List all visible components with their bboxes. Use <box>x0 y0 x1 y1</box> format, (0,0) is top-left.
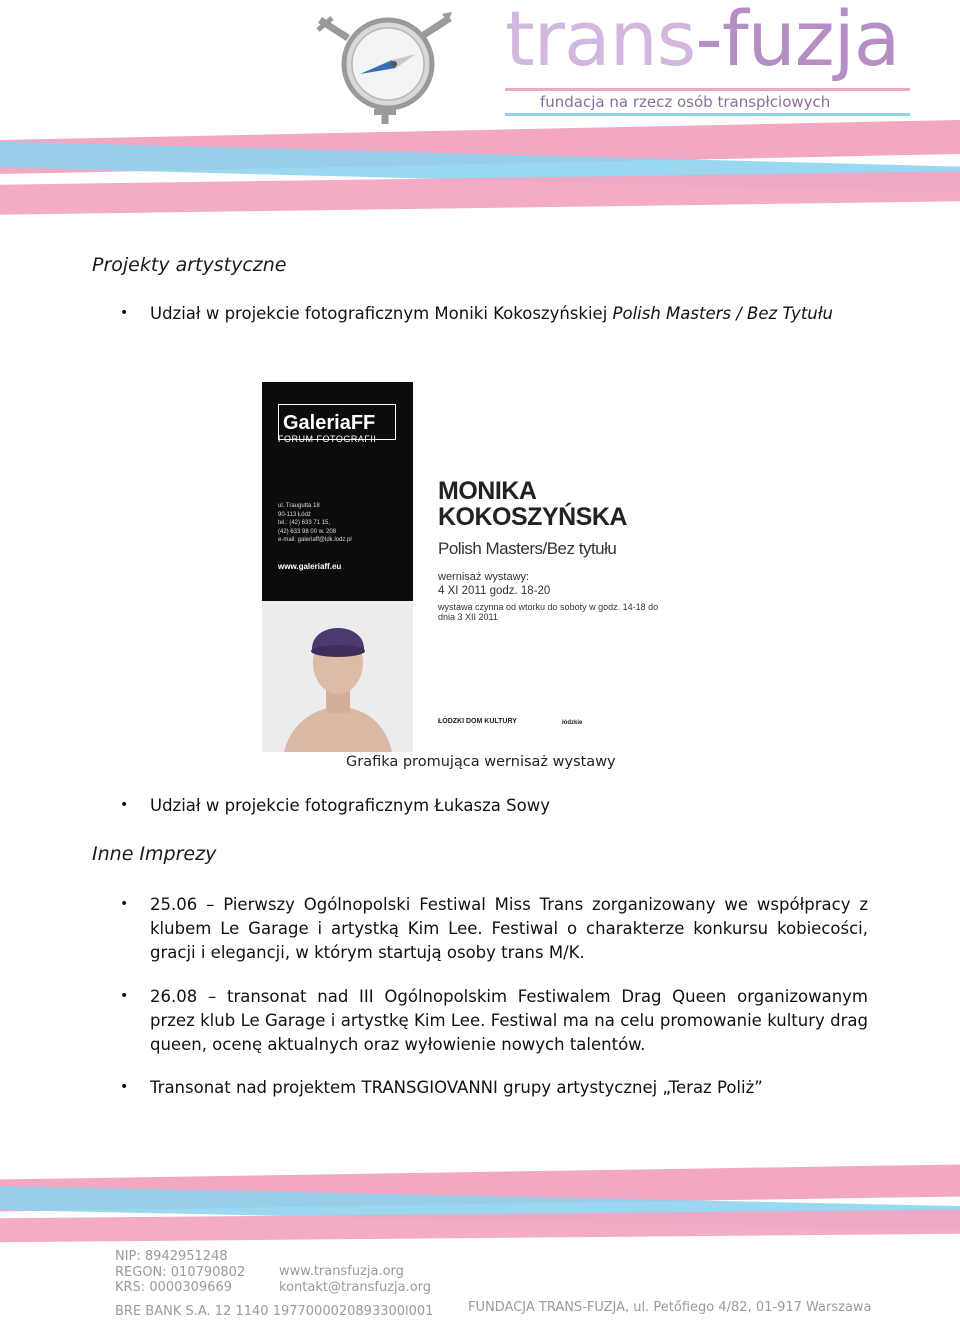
list-item-artistic-1: Udział w projekcie fotograficznym Moniki Kokoszyńskiej Polish Masters / Bez Tytułu <box>150 304 833 323</box>
bullet-icon: • <box>120 988 129 1004</box>
poster-artist-name: MONIKA KOKOSZYŃSKA <box>438 477 627 531</box>
section-heading-artistic: Projekty artystyczne <box>92 254 287 276</box>
brand-logo: trans-fuzja <box>505 0 900 83</box>
list-item-artistic-2: Udział w projekcie fotograficznym Łukasza Sowy <box>150 796 550 815</box>
list-item-event-1: 25.06 – Pierwszy Ogólnopolski Festiwal Miss Trans zorganizowany we współpracy z klubem Le Garage i artystką Kim Lee. Festiwal o charakterze konkursu kobiecości, gracji i elegancji, w którym startują osoby trans M/K. <box>150 895 868 962</box>
poster-vernissage-date: 4 XI 2011 godz. 18-20 <box>438 585 551 597</box>
logo-underline-pink <box>505 88 910 91</box>
poster-forum-label: FORUM FOTOGRAFII <box>278 434 377 444</box>
list-item-event-3: Transonat nad projektem TRANSGIOVANNI grupy artystycznej „Teraz Poliż” <box>150 1078 763 1097</box>
poster-org-ldk: ŁÓDZKI DOM KULTURY <box>438 718 517 725</box>
footer-krs: KRS: 0000309669 <box>115 1280 233 1295</box>
exhibition-poster <box>262 382 674 752</box>
footer-pink-stripe-lower <box>0 1210 960 1242</box>
footer-bank: BRE BANK S.A. 12 1140 1977000020893300l001 <box>115 1304 434 1319</box>
footer-email-link[interactable]: kontakt@transfuzja.org <box>279 1279 432 1295</box>
bullet-icon: • <box>120 1079 129 1095</box>
poster-open-hours: wystawa czynna od wtorku do soboty w godz. 14-18 do dnia 3 XII 2011 <box>438 602 659 622</box>
footer-website-link[interactable]: www.transfuzja.org <box>279 1264 404 1279</box>
poster-address: ul. Traugutta 18 90-113 Łódź tel.: (42) 633 71 15, (42) 633 98 00 w. 208 e-mail: galeriaff@ldk.lodz.pl <box>278 503 352 543</box>
portrait-icon <box>262 601 413 752</box>
footer-address: FUNDACJA TRANS-FUZJA, ul. Petőfiego 4/82, 01-917 Warszawa <box>468 1300 872 1315</box>
bullet-icon: • <box>120 305 129 321</box>
footer-regon: REGON: 010790802 <box>115 1264 246 1280</box>
poster-galeria-logo: GaleriaFF <box>278 404 396 440</box>
footer-registry <box>115 1249 245 1296</box>
list-item-event-2: 26.08 – transonat nad III Ogólnopolskim Festiwalem Drag Queen organizowanym przez klub Le Garage i artystkę Kim Lee. Festiwal ma na celu promowanie kultury drag queen, ocenę aktualnych oraz wyłowienie nowych talentów. <box>150 987 868 1054</box>
brand-tagline: fundacja na rzecz osób transpłciowych <box>540 93 831 111</box>
compass-logo-icon <box>300 8 470 130</box>
section-heading-events: Inne Imprezy <box>92 843 217 865</box>
poster-exhibition-title: Polish Masters/Bez tytułu <box>438 539 617 558</box>
poster-portrait-photo <box>262 601 413 752</box>
bullet-icon: • <box>120 797 129 813</box>
header-pink-stripe-lower <box>0 171 960 214</box>
footer-nip: NIP: 8942951248 <box>115 1249 228 1264</box>
bullet-icon: • <box>120 896 129 912</box>
poster-website: www.galeriaff.eu <box>278 562 342 571</box>
poster-caption: Grafika promująca wernisaż wystawy <box>346 754 616 770</box>
poster-org-lodzkie: łódzkie <box>562 720 583 726</box>
footer-contact <box>279 1264 431 1295</box>
logo-underline-blue <box>505 113 910 116</box>
poster-vernissage-label: wernisaż wystawy: <box>438 571 530 583</box>
